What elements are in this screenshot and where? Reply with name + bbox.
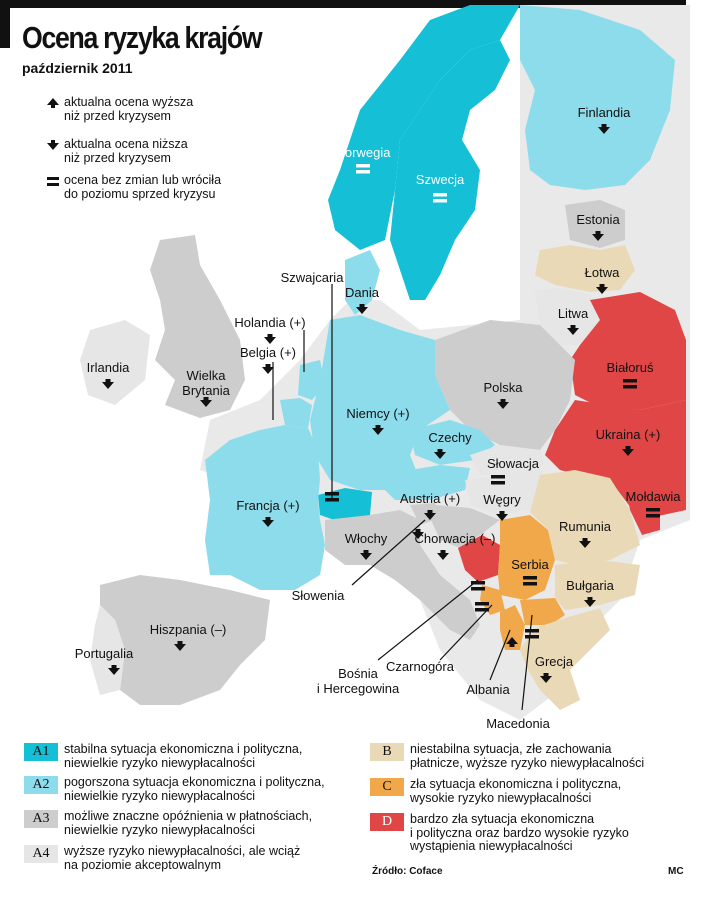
legend-row-up xyxy=(64,95,193,123)
label-niemcy: Niemcy (+) xyxy=(346,406,410,421)
label-chorwacja: Chorwacja (–) xyxy=(414,531,496,546)
key-text-d: bardzo zła sytuacja ekonomiczna i polityczna oraz bardzo wysokie ryzyko wystąpienia niewypłacalności xyxy=(410,812,629,853)
label-portugalia: Portugalia xyxy=(74,646,134,661)
label-austria: Austria (+) xyxy=(399,491,461,506)
label-macedonia: Macedonia xyxy=(486,716,550,731)
label-szwajcaria: Szwajcaria xyxy=(280,270,344,285)
label-polska: Polska xyxy=(483,380,523,395)
swatch-a4: A4 xyxy=(24,845,58,863)
label-serbia: Serbia xyxy=(511,557,549,572)
trend-down-icon-holandia xyxy=(264,334,276,344)
legend-text-equals: ocena bez zmian lub wróciła do poziomu sprzed kryzysu xyxy=(64,173,222,201)
label-finlandia: Finlandia xyxy=(577,105,631,120)
label-rumunia: Rumunia xyxy=(558,519,612,534)
key-text-a4: wyższe ryzyko niewypłacalności, ale wciąż na poziomie akceptowalnym xyxy=(64,844,301,872)
label-szwecja: Szwecja xyxy=(415,172,465,187)
arrow-up-icon xyxy=(46,96,60,110)
label-ukraina: Ukraina (+) xyxy=(595,427,661,442)
label-belgia: Belgia (+) xyxy=(240,345,296,360)
label-slowenia: Słowenia xyxy=(291,588,345,603)
label-estonia: Estonia xyxy=(576,212,620,227)
legend-text-up: aktualna ocena wyższa niż przed kryzysem xyxy=(64,95,194,123)
label-francja: Francja (+) xyxy=(236,498,300,513)
source-note: Źródło: Coface xyxy=(372,866,443,877)
label-wielka-brytania: Wielka Brytania xyxy=(182,368,230,398)
swatch-b: B xyxy=(370,743,404,761)
label-czechy: Czechy xyxy=(428,430,472,445)
label-slowacja: Słowacja xyxy=(486,456,540,471)
swatch-c: C xyxy=(370,778,404,796)
page-title: Ocena ryzyka krajów xyxy=(22,20,262,55)
label-hiszpania: Hiszpania (–) xyxy=(149,622,227,637)
label-bosnia-i-hercegowina: Bośnia i Hercegowina xyxy=(316,666,400,696)
key-text-a3: możliwe znaczne opóźnienia w płatnościach, niewielkie ryzyko niewypłacalności xyxy=(64,809,313,837)
key-text-a2: pogorszona sytuacja ekonomiczna i polityczna, niewielkie ryzyko niewypłacalności xyxy=(64,775,325,803)
label-albania: Albania xyxy=(466,682,510,697)
map-belgia xyxy=(280,398,312,428)
label-litwa: Litwa xyxy=(557,306,589,321)
label-czarnogora: Czarnogóra xyxy=(386,659,454,674)
label-lotwa: Łotwa xyxy=(584,265,620,280)
arrow-down-icon xyxy=(46,138,60,152)
label-dania: Dania xyxy=(345,285,379,300)
label-wegry: Węgry xyxy=(483,492,521,507)
label-bulgaria: Bułgaria xyxy=(566,578,614,593)
key-text-b: niestabilna sytuacja, złe zachowania płatnicze, wyższe ryzyko niewypłacalności xyxy=(410,742,645,770)
swatch-d: D xyxy=(370,813,404,831)
key-text-c: zła sytuacja ekonomiczna i polityczna, wysokie ryzyko niewypłacalności xyxy=(410,777,622,805)
swatch-a3: A3 xyxy=(24,810,58,828)
label-wlochy: Włochy xyxy=(344,531,388,546)
map-hiszpania xyxy=(100,575,270,705)
label-bialorus: Białoruś xyxy=(606,360,654,375)
label-moldawia: Mołdawia xyxy=(625,489,681,504)
legend-text-down: aktualna ocena niższa niż przed kryzysem xyxy=(64,137,188,165)
label-holandia: Holandia (+) xyxy=(234,315,306,330)
page-subtitle: październik 2011 xyxy=(22,60,133,76)
equals-icon xyxy=(46,174,60,188)
label-norwegia: Norwegia xyxy=(335,145,391,160)
key-text-a1: stabilna sytuacja ekonomiczna i polityczna, niewielkie ryzyko niewypłacalności xyxy=(64,742,303,770)
label-irlandia: Irlandia xyxy=(86,360,130,375)
credit-note: MC xyxy=(668,866,684,877)
trend-down-icon-belgia xyxy=(262,364,274,374)
label-grecja: Grecja xyxy=(534,654,574,669)
legend-row-down xyxy=(64,137,188,165)
swatch-a2: A2 xyxy=(24,776,58,794)
swatch-a1: A1 xyxy=(24,743,58,761)
legend-row-equals xyxy=(64,173,221,201)
